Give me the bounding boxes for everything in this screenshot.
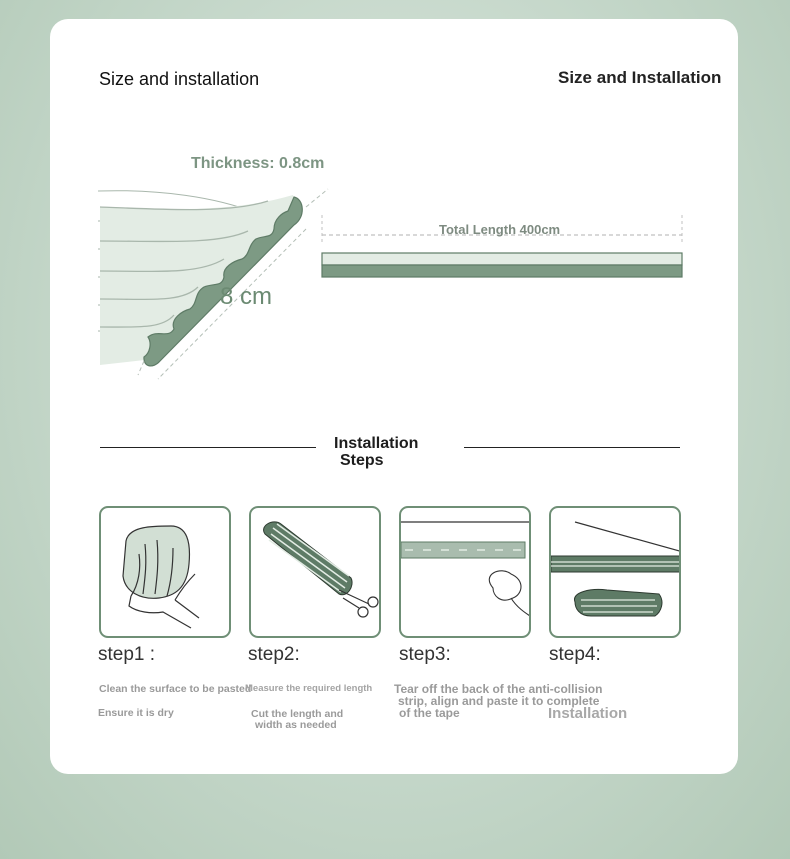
step2-desc-1: Measure the required length <box>245 683 373 694</box>
thickness-label: Thickness: 0.8cm <box>191 155 325 172</box>
heading-divider-left <box>100 447 316 448</box>
step4-label: step4: <box>549 644 601 665</box>
steps-heading: Installation Steps <box>334 435 419 469</box>
step4-desc: Installation <box>548 705 628 722</box>
page-title: Size and installation <box>99 69 260 89</box>
step4-illustration <box>549 506 681 638</box>
step2-label: step2: <box>248 644 300 665</box>
heading-divider-right <box>464 447 680 448</box>
step2-illustration <box>249 506 381 638</box>
width-label: 8 cm <box>220 283 273 310</box>
step3-desc-3: of the tape <box>399 706 460 720</box>
step1-desc-1: Clean the surface to be pasted <box>99 683 252 695</box>
step1-label: step1 : <box>98 644 156 665</box>
section-title: Size and Installation <box>558 68 722 87</box>
step2-desc-3: width as needed <box>255 719 337 731</box>
step3-label: step3: <box>399 644 451 665</box>
step3-illustration <box>399 506 531 638</box>
step3-desc-2: strip, align and paste it to complete <box>398 694 600 708</box>
product-card <box>50 19 738 774</box>
step1-illustration <box>99 506 231 638</box>
step3-desc-1: Tear off the back of the anti-collision <box>394 682 603 696</box>
length-label: Total Length 400cm <box>439 222 561 237</box>
step1-desc-2: Ensure it is dry <box>98 707 174 719</box>
step2-desc-2: Cut the length and <box>251 708 344 720</box>
